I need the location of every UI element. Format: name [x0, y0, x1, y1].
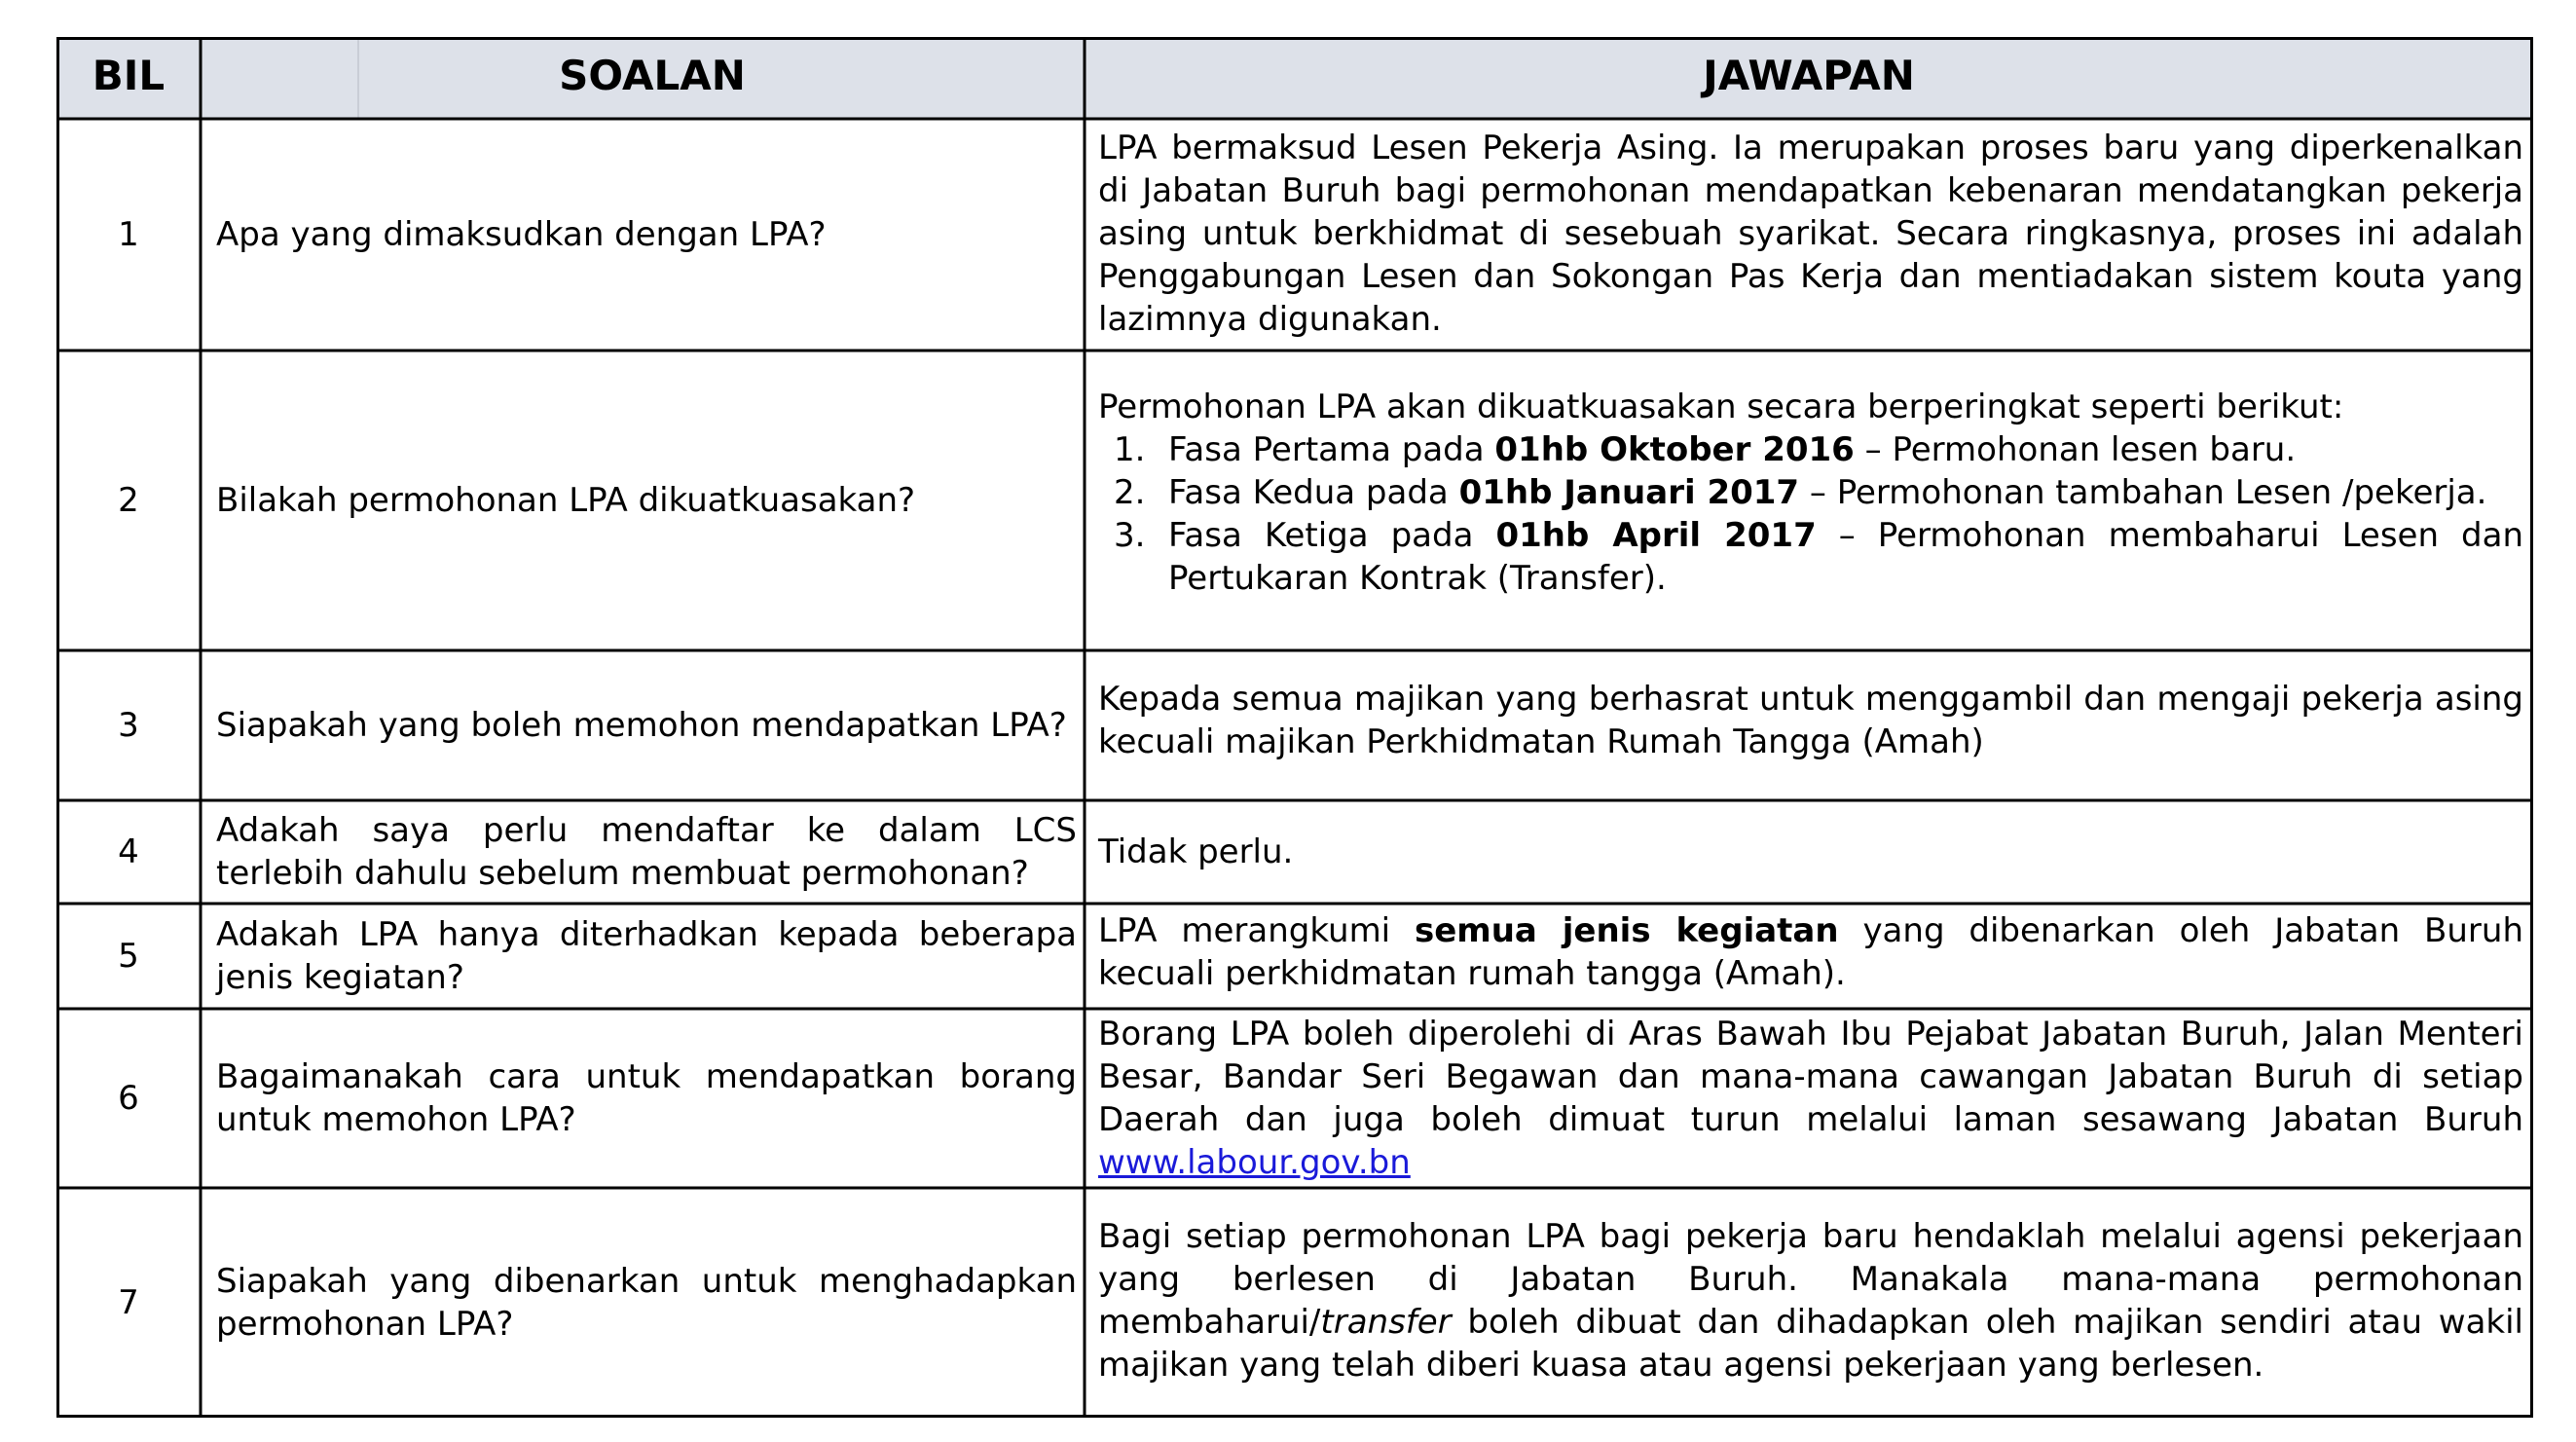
- row-7-number: 7: [118, 1283, 139, 1322]
- phase-item: 1. Fasa Pertama pada 01hb Oktober 2016 – Permohonan lesen baru.: [1114, 430, 2297, 469]
- row-2-answer: Permohonan LPA akan dikuatkuasakan secara berperingkat seperti berikut: 1. Fasa Pertama pada 01hb Oktober 2016 – Permohonan lesen baru. 2. Fasa Kedua pada 01hb Januari 2017 – Permohonan tambahan Lesen /pekerja. 3. Fasa Ketiga pada 01hb April 2017 – Permohonan membaharui Lesen dan Pertukaran Kontrak (Transfer).: [1098, 388, 2524, 598]
- row-6-question: Bagaimanakah cara untuk mendapatkan borang untuk memohon LPA?: [216, 1057, 1077, 1139]
- row-2-question: Bilakah permohonan LPA dikuatkuasakan?: [216, 481, 916, 520]
- row-4-answer: Tidak perlu.: [1098, 832, 1294, 871]
- row-6-number: 6: [118, 1079, 139, 1118]
- phase-item: 3. Fasa Ketiga pada 01hb April 2017 – Permohonan membaharui Lesen dan Pertukaran Kontrak (Transfer).: [1114, 516, 2524, 598]
- row-5-answer: LPA merangkumi semua jenis kegiatan yang dibenarkan oleh Jabatan Buruh kecuali perkhidmatan rumah tangga (Amah).: [1098, 911, 2524, 993]
- faq-table: [56, 37, 2533, 1418]
- row-2-number: 2: [118, 481, 139, 520]
- row-7-answer: Bagi setiap permohonan LPA bagi pekerja baru hendaklah melalui agensi pekerjaan yang berlesen di Jabatan Buruh. Manakala mana-mana permohonan membaharui/transfer boleh dibuat dan dihadapkan oleh majikan sendiri atau wakil majikan yang telah diberi kuasa atau agensi pekerjaan yang berlesen.: [1098, 1217, 2523, 1385]
- header-jawapan: JAWAPAN: [1703, 52, 1915, 99]
- row-5-question: Adakah LPA hanya diterhadkan kepada beberapa jenis kegiatan?: [216, 915, 1077, 997]
- row-4-number: 4: [118, 832, 139, 871]
- row-3-number: 3: [118, 706, 139, 745]
- labour-website-link[interactable]: www.labour.gov.bn: [1098, 1143, 1411, 1182]
- header-bil: BIL: [92, 52, 166, 99]
- header-soalan: SOALAN: [559, 52, 746, 99]
- phase-list: [1098, 428, 2523, 600]
- row-6-answer: Borang LPA boleh diperolehi di Aras Bawah Ibu Pejabat Jabatan Buruh, Jalan Menteri Besar, Bandar Seri Begawan dan mana-mana cawangan Jabatan Buruh di setiap Daerah dan juga boleh dimuat turun melalui laman sesawang Jabatan Buruh www.labour.gov.bn: [1098, 1015, 2523, 1182]
- row-5-number: 5: [118, 937, 139, 976]
- row-3-answer: Kepada semua majikan yang berhasrat untuk menggambil dan mengaji pekerja asing kecuali majikan Perkhidmatan Rumah Tangga (Amah): [1098, 680, 2523, 761]
- row-4-question: Adakah saya perlu mendaftar ke dalam LCS terlebih dahulu sebelum membuat permohonan?: [216, 811, 1077, 893]
- row-1-answer: LPA bermaksud Lesen Pekerja Asing. Ia merupakan proses baru yang diperkenalkan di Jabatan Buruh bagi permohonan mendapatkan kebenaran mendatangkan pekerja asing untuk berkhidmat di sesebuah syarikat. Secara ringkasnya, proses ini adalah Penggabungan Lesen dan Sokongan Pas Kerja dan mentiadakan sistem kouta yang lazimnya digunakan.: [1098, 129, 2523, 339]
- row-7-question: Siapakah yang dibenarkan untuk menghadapkan permohonan LPA?: [216, 1262, 1077, 1344]
- phase-item: 2. Fasa Kedua pada 01hb Januari 2017 – Permohonan tambahan Lesen /pekerja.: [1114, 473, 2487, 512]
- row-1-number: 1: [118, 215, 139, 254]
- row-1-question: Apa yang dimaksudkan dengan LPA?: [216, 215, 827, 254]
- row-3-question: Siapakah yang boleh memohon mendapatkan LPA?: [216, 706, 1067, 745]
